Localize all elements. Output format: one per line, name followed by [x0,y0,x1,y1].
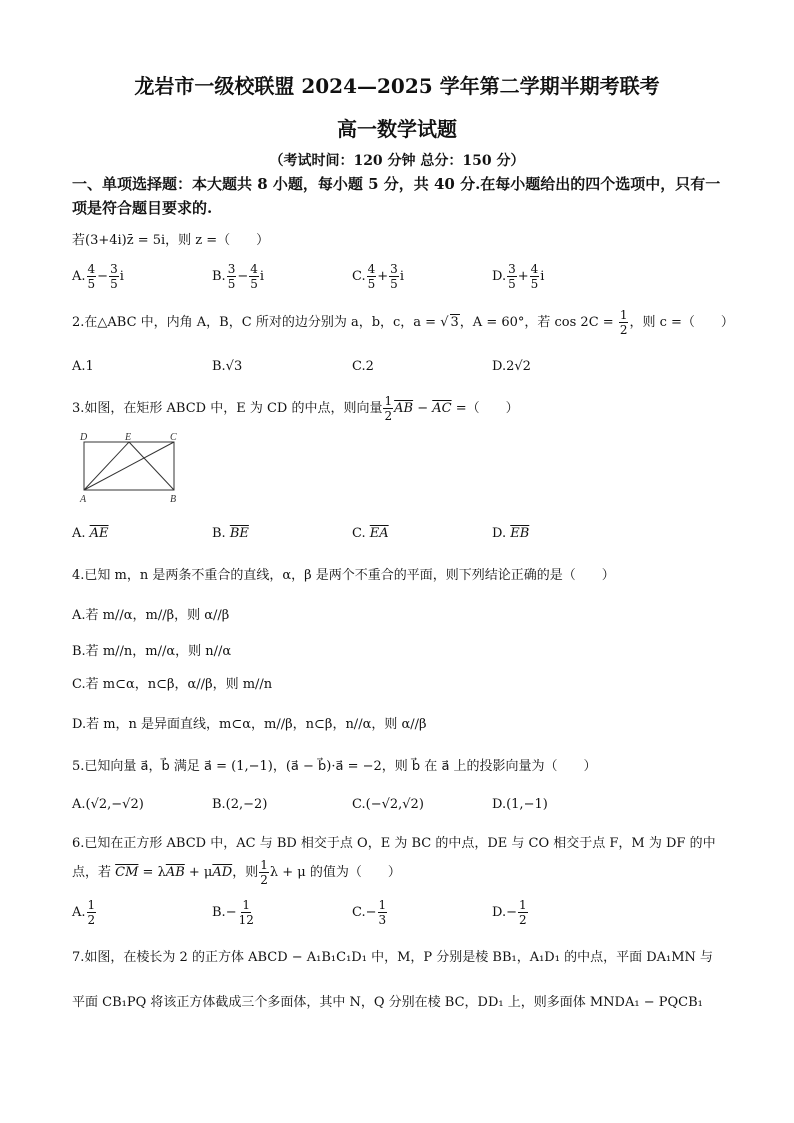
label-d: D [80,432,88,443]
option-3d: D. $\overline{EB}$ [492,526,530,541]
label-a: A [80,494,87,504]
question-7-stem-line1: 7.如图，在棱长为 2 的正方体 ABCD − A₁B₁C₁D₁ 中，M，P 分别是棱 BB₁，A₁D₁ 的中点，平面 DA₁MN 与 [72,950,714,965]
option-3b: B. $\overline{BE}$ [212,526,249,541]
option-5d: D.(1,−1) [492,797,548,812]
option-1b: B. $\frac{3}{5}$ − $\frac{4}{5}$ i [212,262,265,291]
question-3-stem: 3.如图，在矩形 ABCD 中，E 为 CD 的中点，则向量 $\frac{1}{2}$ $\overline{AB} - \overline{AC}$ =（ ） [72,394,519,423]
option-5b: B.(2,−2) [212,797,268,812]
option-4d: D.若 m，n 是异面直线，m⊂α，m//β，n⊂β，n//α，则 α//β [72,717,427,732]
question-4-stem: 4.已知 m，n 是两条不重合的直线，α，β 是两个不重合的平面，则下列结论正确的是（ ） [72,568,615,583]
option-4a: A.若 m//α，m//β，则 α//β [72,608,230,623]
option-3a: A. $\overline{AE}$ [72,526,109,541]
question-6-stem-line2: 点，若 $\overline{CM} = \lambda\overline{AB} + \mu\overline{AD}$，则 $\frac{1}{2}$ λ + μ 的值为（ ） [72,858,401,887]
label-c: C [170,432,177,443]
option-6d: D.− $\frac{1}{2}$ [492,898,527,927]
question-1-stem: 若(3+4i)z̄ = 5i，则 z =（ ） [72,233,270,248]
question-6-stem-line1: 6.已知在正方形 ABCD 中，AC 与 BD 相交于点 O，E 为 BC 的中点，DE 与 CO 相交于点 F，M 为 DF 的中 [72,836,716,851]
option-1a: A. $\frac{4}{5}$ − $\frac{3}{5}$ i [72,262,124,291]
exam-title: 龙岩市一级校联盟 2024—2025 学年第二学期半期考联考 [134,74,660,98]
option-5a: A.(√2,−√2) [72,797,144,812]
segment-ae [84,442,129,490]
section-heading: 一、单项选择题：本大题共 8 小题，每小题 5 分，共 40 分.在每小题给出的四个选项中，只有一项是符合题目要求的. [72,175,721,217]
segment-ac [84,442,174,490]
rectangle-figure [76,432,186,504]
option-2a: A.1 [72,359,94,374]
question-2-stem: 2.在△ABC 中，内角 A，B，C 所对的边分别为 a，b，c，a = √ 3，A = 60°，若 cos 2C = $\frac{1}{2}$ ，则 c =（ ） [72,308,734,337]
option-6a: A. $\frac{1}{2}$ [72,898,96,927]
label-e: E [125,432,132,443]
option-4b: B.若 m//n，m//α，则 n//α [72,644,232,659]
exam-subject: 高一数学试题 [337,117,457,141]
question-7-stem-line2: 平面 CB₁PQ 将该正方体截成三个多面体，其中 N，Q 分别在棱 BC，DD₁ 上，则多面体 MNDA₁ − PQCB₁ [72,995,703,1010]
question-5-stem: 5.已知向量 a⃗，b⃗ 满足 a⃗ = (1,−1)，(a⃗ − b⃗)·a⃗ = −2，则 b⃗ 在 a⃗ 上的投影向量为（ ） [72,759,597,774]
option-5c: C.(−√2,√2) [352,797,424,812]
segment-be [129,442,174,490]
exam-info: （考试时间：120 分钟 总分：150 分） [269,153,525,169]
option-4c: C.若 m⊂α，n⊂β，α//β，则 m//n [72,677,273,692]
option-3c: C. $\overline{EA}$ [352,526,389,541]
option-1c: C. $\frac{4}{5}$ + $\frac{3}{5}$ i [352,262,404,291]
option-2c: C.2 [352,359,374,374]
option-6b: B.− $\frac{1}{12}$ [212,898,254,927]
option-6c: C.− $\frac{1}{3}$ [352,898,387,927]
option-1d: D. $\frac{3}{5}$ + $\frac{4}{5}$ i [492,262,545,291]
option-2b: B.√3 [212,359,243,374]
option-2d: D.2√2 [492,359,531,374]
label-b: B [170,494,177,504]
